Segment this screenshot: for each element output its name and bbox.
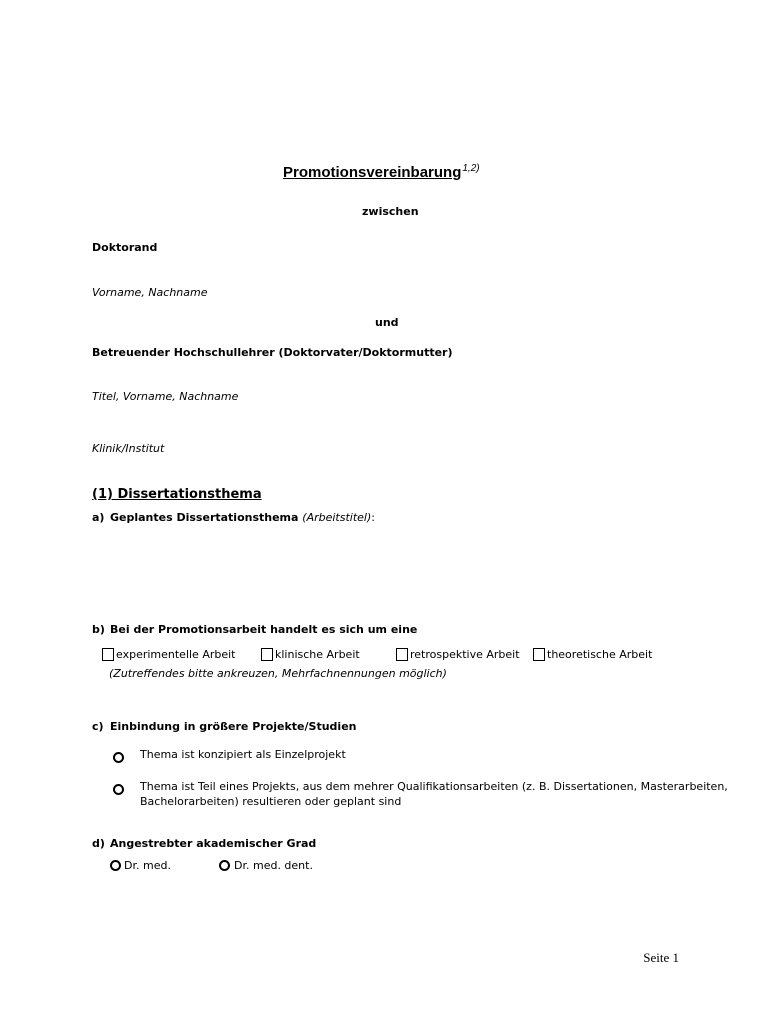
radio-einzelprojekt-circle[interactable] [113, 752, 124, 763]
item-a-marker: a) [92, 511, 105, 524]
item-a-colon: : [371, 511, 375, 524]
option-retrospektive-label: retrospektive Arbeit [410, 648, 520, 661]
radio-dr-med-dent[interactable] [219, 860, 230, 871]
zwischen-label: zwischen [362, 205, 419, 218]
item-b-row [92, 623, 417, 636]
checkbox-klinische[interactable] [261, 648, 273, 661]
item-b-marker: b) [92, 623, 105, 636]
option-dr-med-label: Dr. med. [124, 859, 171, 872]
option-dr-med-dent-label: Dr. med. dent. [234, 859, 313, 872]
item-a-row [92, 511, 375, 524]
item-b-label: Bei der Promotionsarbeit handelt es sich um eine [110, 623, 418, 636]
option-retrospektive[interactable] [396, 648, 520, 661]
title-text: Promotionsvereinbarung [283, 164, 462, 181]
klinik-institut-field[interactable]: Klinik/Institut [92, 442, 165, 455]
radio-einzelprojekt[interactable] [113, 746, 124, 765]
option-experimentelle-label: experimentelle Arbeit [116, 648, 236, 661]
page-number: Seite 1 [643, 950, 679, 965]
option-einzelprojekt-label: Thema ist konzipiert als Einzelprojekt [140, 748, 346, 761]
section-heading-dissertationsthema: (1) Dissertationsthema [92, 487, 262, 502]
option-klinische[interactable] [261, 648, 360, 661]
item-a-hint: (Arbeitstitel) [302, 511, 372, 524]
item-c-row [92, 720, 356, 733]
doktorand-label: Doktorand [92, 241, 158, 254]
radio-teilprojekt[interactable] [113, 778, 124, 797]
doktorand-name-field[interactable]: Vorname, Nachname [92, 286, 208, 299]
option-dr-med[interactable] [110, 859, 171, 872]
document-title [283, 163, 480, 181]
checkbox-theoretische[interactable] [533, 648, 545, 661]
option-experimentelle[interactable] [102, 648, 236, 661]
dissertation-topic-field[interactable] [110, 530, 670, 600]
item-d-marker: d) [92, 837, 105, 850]
title-footnote-ref: 1,2) [462, 163, 480, 174]
item-b-note: (Zutreffendes bitte ankreuzen, Mehrfachnennungen möglich) [109, 667, 447, 680]
option-dr-med-dent[interactable] [219, 859, 313, 872]
betreuer-name-field[interactable]: Titel, Vorname, Nachname [92, 390, 239, 403]
betreuer-label: Betreuender Hochschullehrer (Doktorvater/Doktormutter) [92, 346, 453, 359]
item-d-row [92, 837, 316, 850]
radio-dr-med[interactable] [110, 860, 121, 871]
checkbox-experimentelle[interactable] [102, 648, 114, 661]
item-a-label: Geplantes Dissertationsthema [110, 511, 303, 524]
item-c-label: Einbindung in größere Projekte/Studien [110, 720, 357, 733]
option-teilprojekt-label-line2: Bachelorarbeiten) resultieren oder geplant sind [140, 795, 402, 808]
und-label: und [375, 316, 399, 329]
checkbox-retrospektive[interactable] [396, 648, 408, 661]
option-theoretische[interactable] [533, 648, 652, 661]
option-theoretische-label: theoretische Arbeit [547, 648, 653, 661]
item-c-marker: c) [92, 720, 104, 733]
option-teilprojekt-label-line1: Thema ist Teil eines Projekts, aus dem mehrer Qualifikationsarbeiten (z. B. Dissertationen, Masterarbeiten, [140, 780, 728, 793]
item-d-label: Angestrebter akademischer Grad [110, 837, 317, 850]
radio-teilprojekt-circle[interactable] [113, 784, 124, 795]
option-klinische-label: klinische Arbeit [275, 648, 360, 661]
